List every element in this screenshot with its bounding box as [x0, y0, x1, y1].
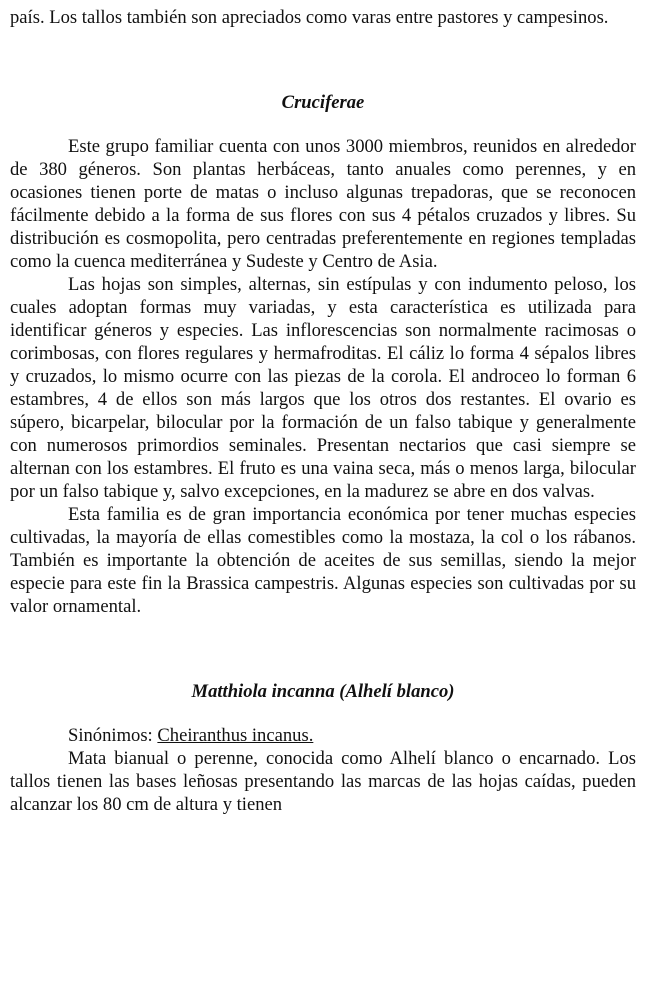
section-title-cruciferae: Cruciferae	[281, 92, 365, 113]
cruciferae-paragraph-1: Este grupo familiar cuenta con unos 3000 miembros, reunidos en alrededor de 380 géneros. Son plantas herbáceas, tanto anuales como perennes, y en ocasiones tienen porte de matas o incluso algunas trepadoras, que se reconocen fácilmente debido a la forma de sus flores con sus 4 pétalos cruzados y libres. Su distribución es cosmopolita, pero centradas preferentemente en regiones templadas como la cuenca mediterránea y Sudeste y Centro de Asia.	[10, 136, 636, 272]
continuation-paragraph: país. Los tallos también son apreciados como varas entre pastores y campesinos.	[10, 7, 609, 28]
cruciferae-paragraph-3: Esta familia es de gran importancia económica por tener muchas especies cultivadas, la mayoría de ellas comestibles como la mostaza, la col o los rábanos. También es importante la obtención de aceites de sus semillas, siendo la mejor especie para este fin la Brassica campestris. Algunas especies son cultivadas por su valor ornamental.	[10, 504, 636, 617]
section-title-matthiola: Matthiola incanna (Alhelí blanco)	[191, 681, 455, 702]
document-page	[10, 6, 636, 816]
matthiola-paragraph: Mata bianual o perenne, conocida como Alhelí blanco o encarnado. Los tallos tienen las bases leñosas presentando las marcas de las hojas caídas, pueden alcanzar los 80 cm de altura y tienen	[10, 748, 636, 815]
synonyms-label: Sinónimos:	[68, 725, 153, 746]
synonyms-line	[10, 724, 636, 747]
synonyms-value: Cheiranthus incanus.	[157, 725, 314, 746]
cruciferae-paragraph-2: Las hojas son simples, alternas, sin estípulas y con indumento peloso, los cuales adoptan formas muy variadas, y esta característica es utilizada para identificar géneros y especies. Las inflorescencias son normalmente racimosas o corimbosas, con flores regulares y hermafroditas. El cáliz lo forma 4 sépalos libres y cruzados, lo mismo ocurre con las piezas de la corola. El androceo lo forman 6 estambres, 4 de ellos son más largos que los otros dos restantes. El ovario es súpero, bicarpelar, bilocular por la formación de un falso tabique y generalmente con numerosos primordios seminales. Presentan nectarios que casi siempre se alternan con los estambres. El fruto es una vaina seca, más o menos larga, bilocular por un falso tabique y, salvo excepciones, en la madurez se abre en dos valvas.	[10, 274, 636, 502]
